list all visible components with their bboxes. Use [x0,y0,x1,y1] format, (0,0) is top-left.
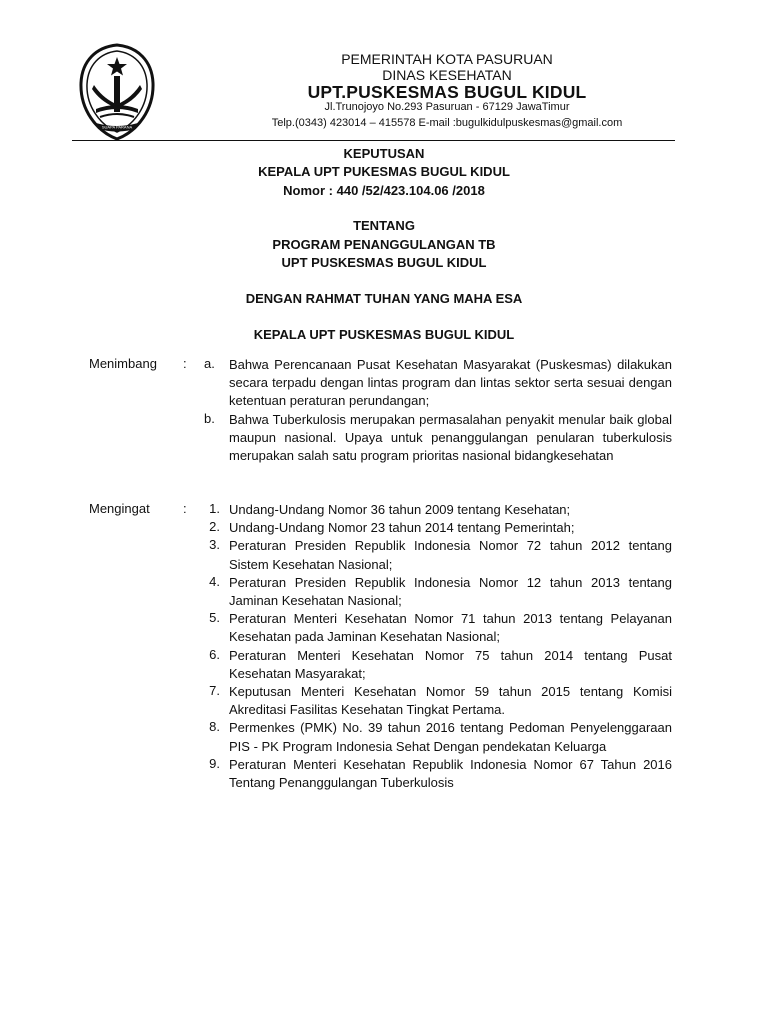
decree-issuer: KEPALA UPT PUKESMAS BUGUL KIDUL [258,164,510,179]
mengingat-colon: : [183,501,187,516]
decree-subject-line1: PROGRAM PENANGGULANGAN TB [272,237,496,252]
item-number: 1. [209,501,220,516]
menimbang-list [0,356,768,465]
institution-name: UPT.PUSKESMAS BUGUL KIDUL [307,82,587,102]
decree-subject-line2: UPT PUSKESMAS BUGUL KIDUL [281,255,487,270]
mengingat-item [0,683,768,719]
institution-address: Jl.Trunojoyo No.293 Pasuruan - 67129 JawaTimur [324,101,570,113]
menimbang-item [0,411,768,466]
item-text: Permenkes (PMK) No. 39 tahun 2016 tentang Pedoman Penyelenggaraan PIS - PK Program Indonesia Sehat Dengan pendekatan Keluarga [229,720,672,754]
decree-heading: KEPUTUSAN [343,146,425,161]
letterhead-divider [72,140,675,141]
item-marker: b. [204,410,215,426]
menimbang-label: Menimbang [89,356,157,371]
mengingat-label: Mengingat [89,501,150,516]
menimbang-colon: : [183,356,187,371]
item-text: Peraturan Menteri Kesehatan Nomor 75 tahun 2014 tentang Pusat Kesehatan Masyarakat; [229,647,672,681]
head-title: KEPALA UPT PUSKESMAS BUGUL KIDUL [253,327,515,342]
blessing-line: DENGAN RAHMAT TUHAN YANG MAHA ESA [245,291,523,306]
item-number: 7. [209,683,220,699]
item-text: Peraturan Presiden Republik Indonesia Nomor 12 tahun 2013 tentang Jaminan Kesehatan Nasional; [229,574,672,609]
mengingat-list [0,501,768,792]
item-number: 9. [209,755,220,771]
decree-number: Nomor : 440 /52/423.104.06 /2018 [283,183,485,198]
mengingat-item [0,501,768,519]
item-text: Keputusan Menteri Kesehatan Nomor 59 tahun 2015 tentang Komisi Akreditasi Fasilitas Kesehatan Tingkat Pertama. [229,684,672,718]
item-text: Peraturan Menteri Kesehatan Republik Indonesia Nomor 67 Tahun 2016 Tentang Penanggulangan Tuberkulosis [229,756,672,791]
mengingat-item [0,574,768,610]
mengingat-item [0,719,768,755]
about-label: TENTANG [353,218,415,233]
item-number: 3. [209,537,220,553]
government-name: PEMERINTAH KOTA PASURUAN [341,51,553,67]
city-emblem-logo [76,43,158,141]
department-name: DINAS KESEHATAN [382,67,512,83]
menimbang-item [0,356,768,411]
mengingat-item [0,647,768,683]
item-number: 2. [209,519,220,535]
item-number: 4. [209,573,220,589]
item-number: 6. [209,646,220,662]
emblem-motto: SUAPA PARANA [101,124,133,130]
item-text: Undang-Undang Nomor 23 tahun 2014 tentang Pemerintah; [229,520,575,536]
mengingat-item [0,756,768,792]
item-number: 5. [209,610,220,626]
mengingat-item [0,610,768,646]
item-text: Bahwa Perencanaan Pusat Kesehatan Masyarakat (Puskesmas) dilakukan secara terpadu dengan lintas program dan lintas sektor serta sesuai dengan ketentuan peraturan perundangan; [229,357,672,409]
item-text: Peraturan Presiden Republik Indonesia Nomor 72 tahun 2012 tentang Sistem Kesehatan Nasional; [229,538,672,572]
item-text: Peraturan Menteri Kesehatan Nomor 71 tahun 2013 tentang Pelayanan Kesehatan pada Jaminan Kesehatan Nasional; [229,611,672,645]
institution-contact: Telp.(0343) 423014 – 415578 E-mail :bugulkidulpuskesmas@gmail.com [271,117,623,129]
item-text: Undang-Undang Nomor 36 tahun 2009 tentang Kesehatan; [229,502,571,517]
item-marker: a. [204,356,215,371]
item-text: Bahwa Tuberkulosis merupakan permasalahan penyakit menular baik global maupun nasional. Upaya untuk penanggulangan penularan tuberkulosis merupakan salah satu program prioritas nasional bidangkesehatan [229,411,672,464]
mengingat-item [0,537,768,573]
item-number: 8. [209,719,220,735]
mengingat-item [0,519,768,537]
